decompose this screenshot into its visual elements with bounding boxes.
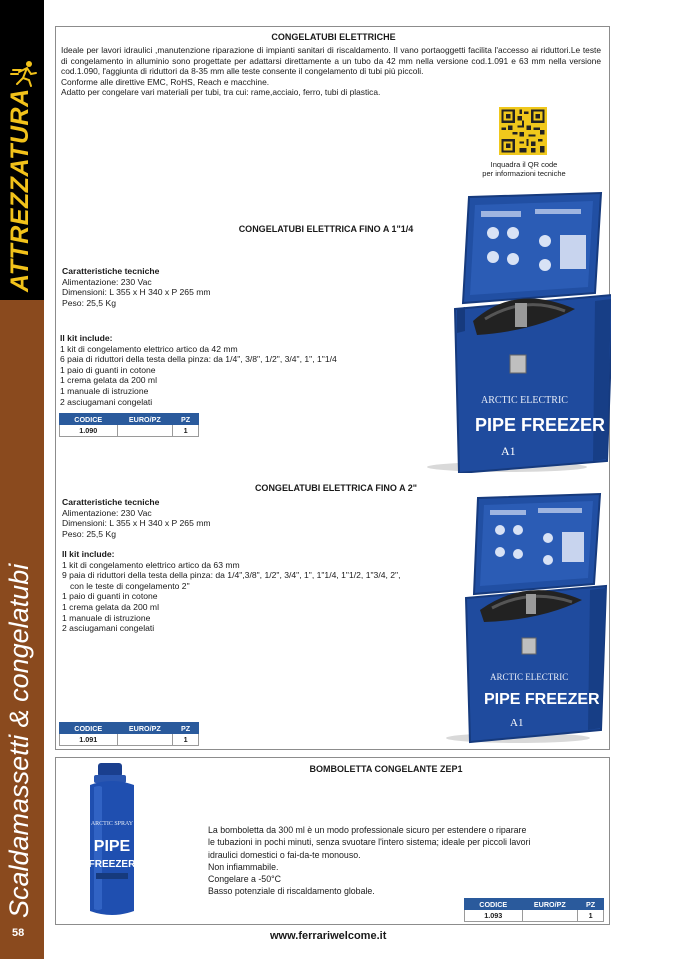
list-item: 2 asciugamani congelati: [62, 623, 155, 634]
list-item: 2 asciugamani congelati: [60, 396, 153, 407]
list-item: con le teste di congelamento 2": [70, 580, 190, 591]
intro-text: [61, 45, 601, 98]
list-item: 1 paio di guanti in cotone: [62, 591, 158, 602]
table-header-row: CODICE EURO/PZ PZ: [60, 414, 199, 425]
list-item: 1 kit di congelamento elettrico artico da 63 mm: [62, 559, 240, 570]
product1-specs: Caratteristiche tecniche Alimentazione: 230 Vac Dimensioni: L 355 x H 340 x P 265 mm Peso: 25,5 Kg: [62, 266, 211, 308]
intro-paragraph: Conforme alle direttive EMC, RoHS, Reach e macchine.: [61, 76, 270, 87]
category-label: Scaldamassetti & congelatubi: [4, 563, 34, 918]
product-brand-big-text: FREEZER: [88, 859, 136, 870]
list-item: 1 paio di guanti in cotone: [60, 364, 156, 375]
product-qty: 1: [173, 425, 199, 437]
product2-kit: Il kit include: 1 kit di congelamento elettrico artico da 63 mm 9 paia di riduttori della testa della pinza: da 1/4",3/8", 1/2", 3/4", 1", 1"1/4, 1"1/2, 1"3/4, 2", con le teste di congelamento 2" 1 paio di guanti in cotone 1 crema gelata da 200 ml 1 manuale di istruzione 2 asciugamani congelati: [62, 549, 447, 634]
product2-specs: Caratteristiche tecniche Alimentazione: 230 Vac Dimensioni: L 355 x H 340 x P 265 mm Peso: 25,5 Kg: [62, 497, 211, 539]
product-code: 1.091: [60, 734, 118, 746]
list-item: 1 crema gelata da 200 ml: [62, 601, 159, 612]
product-logo-text: A1: [501, 444, 516, 458]
product-brand-text: ARCTIC ELECTRIC: [481, 395, 568, 406]
product3-description: La bomboletta da 300 ml è un modo professionale sicuro per estendere o riparare le tubazioni in pochi minuti, senza svuotare l'intero sistema; ideale per piccoli lavori idraulici domestici o fai-da-te monouso. Non infiammabile. Congelare a -50°C Basso potenziale di riscaldamento globale.: [208, 825, 531, 897]
product-price: [117, 425, 173, 437]
list-item: 6 paia di riduttori della testa della pinza: da 1/4", 3/8", 1/2", 3/4", 1", 1"1/4: [60, 354, 337, 365]
product-brand-big-text: PIPE FREEZER: [475, 415, 606, 435]
product1-code-table: [59, 413, 199, 437]
product3-code-table: [464, 898, 604, 922]
product1-kit: Il kit include: 1 kit di congelamento elettrico artico da 42 mm 6 paia di riduttori della testa della pinza: da 1/4", 3/8", 1/2", 3/4", 1", 1"1/4 1 paio di guanti in cotone 1 crema gelata da 200 ml 1 manuale di istruzione 2 asciugamani congelati: [60, 333, 400, 407]
product-qty: 1: [173, 734, 199, 746]
product2-code-table: [59, 722, 199, 746]
table-row: [465, 910, 604, 922]
list-item: 1 kit di congelamento elettrico artico da 42 mm: [60, 343, 238, 354]
pipe-freezer-63mm-image: [418, 492, 608, 744]
product-brand-big-text: PIPE: [93, 838, 131, 855]
intro-title: CONGELATUBI ELETTRICHE: [271, 32, 396, 42]
product-price: [522, 910, 578, 922]
product3-title: BOMBOLETTA CONGELANTE ZEP1: [309, 764, 463, 774]
intro-paragraph: Ideale per lavori idraulici ,manutenzione riparazione di impianti sanitari di riscaldamento. Il vano portaoggetti facilita l'accesso ai riduttori.Le teste di congelamento in alluminio sono progettate per adattarsi direttamente a un tubo da 42 mm nella versione cod.1.091 e 63 mm nella versione cod.1.090, l'aggiunta di riduttori da 8-35 mm alle teste consente il congelamento di tubi più piccoli.: [61, 45, 601, 77]
page-number: 58: [12, 927, 25, 939]
table-header-row: CODICE EURO/PZ PZ: [465, 899, 604, 910]
table-header-row: CODICE EURO/PZ PZ: [60, 723, 199, 734]
list-item: 9 paia di riduttori della testa della pinza: da 1/4",3/8", 1/2", 3/4", 1", 1"1/4, 1"1/2, 1"3/4, 2",: [62, 570, 401, 581]
product1-title: CONGELATUBI ELETTRICA FINO A 1"1/4: [238, 224, 414, 234]
intro-paragraph: Adatto per congelare vari materiali per tubi, tra cui: rame,acciaio, ferro, tubi di plastica.: [61, 87, 381, 98]
product2-title: CONGELATUBI ELETTRICA FINO A 2": [254, 483, 418, 493]
list-item: 1 manuale di istruzione: [60, 385, 149, 396]
list-item: 1 crema gelata da 200 ml: [60, 375, 157, 386]
product-price: [117, 734, 173, 746]
pipe-freezer-42mm-image: [395, 191, 611, 473]
product-code: 1.090: [60, 425, 118, 437]
product-brand-text: ARCTIC ELECTRIC: [490, 672, 569, 682]
product-panel-spray: [55, 757, 610, 925]
footer-website-link[interactable]: www.ferrariwelcome.it: [270, 930, 387, 942]
product-panel-electric: [55, 26, 610, 750]
product-brand-text: ARCTIC SPRAY: [90, 821, 134, 827]
qr-code-icon[interactable]: [499, 107, 547, 155]
table-row: [60, 425, 199, 437]
spray-can-image: [80, 761, 144, 923]
qr-caption: Inquadra il QR code per informazioni tecniche: [482, 160, 566, 178]
table-row: [60, 734, 199, 746]
product-code: 1.093: [465, 910, 523, 922]
product-logo-text: A1: [510, 717, 524, 729]
product-qty: 1: [578, 910, 604, 922]
product-brand-big-text: PIPE FREEZER: [484, 691, 600, 708]
list-item: 1 manuale di istruzione: [62, 612, 151, 623]
section-label: ATTREZZATURA: [6, 88, 34, 292]
